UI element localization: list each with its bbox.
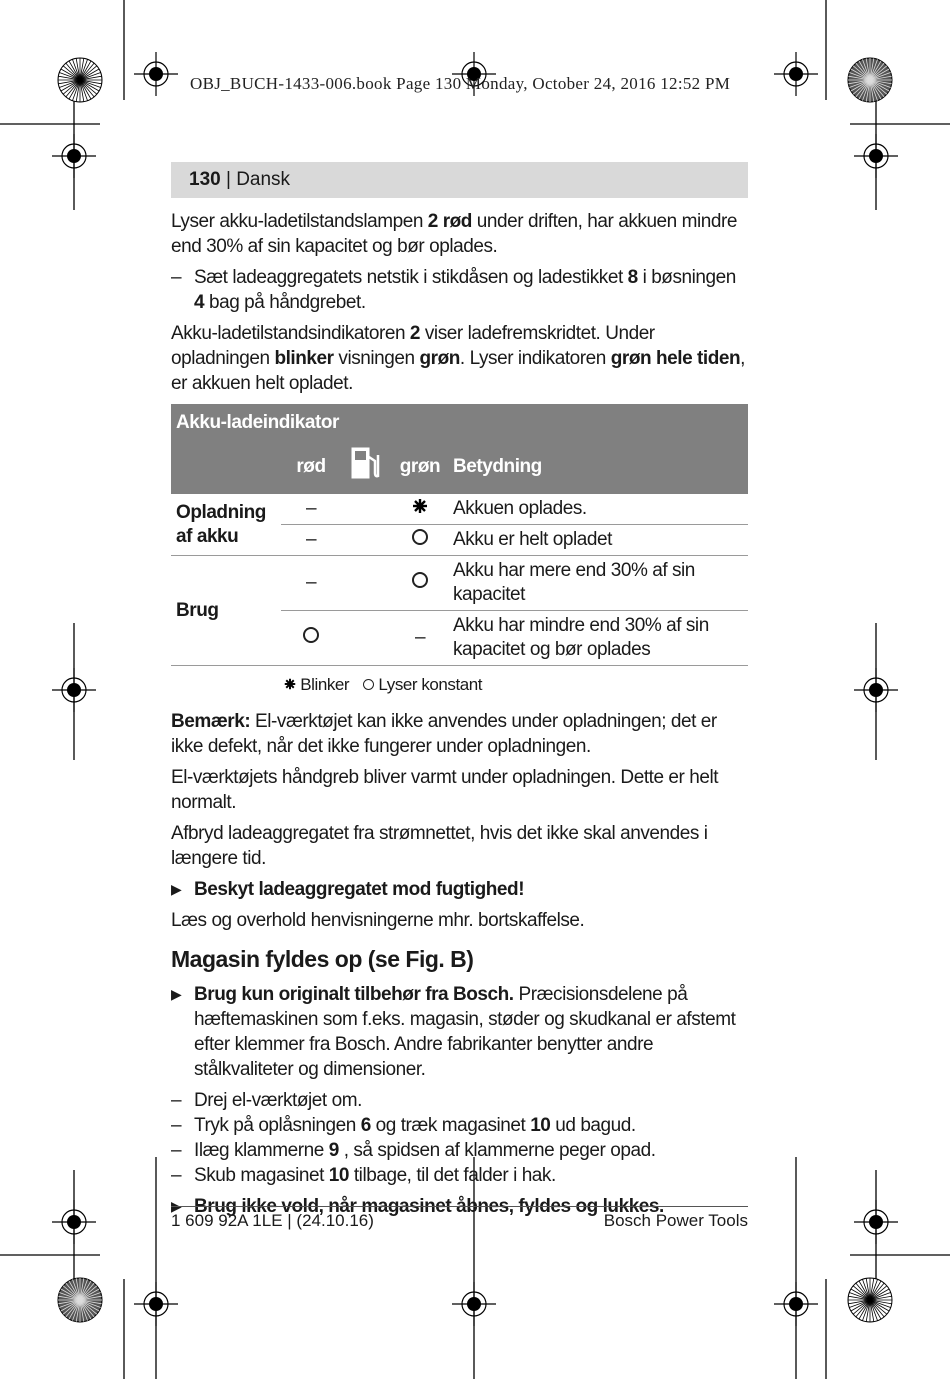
legend-steady: Lyser konstant — [363, 672, 482, 697]
col-red: rød — [296, 455, 326, 477]
triangle-bullet-icon: ▶ — [171, 1198, 182, 1214]
triangle-bullet-icon: ▶ — [171, 881, 182, 897]
table-row: Brug – Akku har mere end 30% af sin kapacitet — [171, 556, 748, 611]
indicator-paragraph: Akku-ladetilstandsindikatoren 2 viser ladefremskridtet. Under opladningen blinker visningen grøn. Lyser indikatoren grøn hele tiden, er akkuen helt opladet. — [171, 323, 746, 394]
table-legend — [284, 672, 748, 697]
table-title: Akku-ladeindikator — [176, 412, 339, 433]
registration-mark-icon — [52, 1200, 96, 1244]
blink-star-icon — [391, 494, 449, 525]
group-use: Brug — [171, 556, 281, 666]
force-warning: ▶ Brug ikke vold, når magasinet åbnes, fyldes og lukkes. — [171, 1196, 664, 1217]
registration-mark-icon — [854, 668, 898, 712]
magazine-step: – Skub magasinet 10 tilbage, til det falder i hak. — [171, 1165, 556, 1186]
registration-mark-icon — [452, 1282, 496, 1326]
disposal-paragraph: Læs og overhold henvisningerne mhr. bortskaffelse. — [171, 910, 585, 931]
registration-mark-icon — [774, 1282, 818, 1326]
col-meaning: Betydning — [453, 455, 542, 477]
charging-step: – Sæt ladeaggregatets netstik i stikdåsen og ladestikket 8 i bøsningen 4 bag på håndgrebet. — [171, 267, 736, 313]
fuel-pump-icon — [341, 441, 391, 494]
book-info-line: OBJ_BUCH-1433-006.book Page 130 Monday, October 24, 2016 12:52 PM — [190, 74, 731, 93]
magazine-step: – Tryk på oplåsningen 6 og træk magasinet 10 ud bagud. — [171, 1115, 636, 1136]
blink-star-icon — [284, 678, 296, 690]
note-paragraph: Bemærk: El-værktøjet kan ikke anvendes under opladningen; det er ikke defekt, når det ikke fungerer under opladningen. — [171, 711, 717, 757]
disconnect-paragraph: Afbryd ladeaggregatet fra strømnettet, hvis det ikke skal anvendes i længere tid. — [171, 823, 708, 869]
steady-circle-icon — [281, 611, 341, 666]
registration-mark-icon — [52, 668, 96, 712]
legend-blink: Blinker — [284, 672, 349, 697]
steady-circle-icon — [391, 525, 449, 556]
table-row: – Akku har mindre end 30% af sin kapacitet og bør oplades — [171, 611, 748, 666]
magazine-step: – Ilæg klammerne 9 , så spidsen af klammerne peger opad. — [171, 1140, 656, 1161]
protect-warning: ▶ Beskyt ladeaggregatet mod fugtighed! — [171, 879, 525, 900]
page-content — [171, 209, 748, 1225]
registration-mark-icon — [134, 52, 178, 96]
registration-mark-icon — [52, 134, 96, 178]
registration-mark-icon — [854, 1200, 898, 1244]
page-number: 130 — [189, 169, 221, 190]
steady-circle-icon — [391, 556, 449, 611]
intro-paragraph: Lyser akku-ladetilstandslampen 2 rød under driften, har akkuen mindre end 30% af sin kapacitet og bør oplades. — [171, 211, 737, 257]
magazine-step: – Drej el-værktøjet om. — [171, 1090, 362, 1111]
magazine-heading: Magasin fyldes op (se Fig. B) — [171, 946, 474, 972]
col-green: grøn — [399, 455, 441, 477]
section-name: Dansk — [236, 169, 291, 190]
registration-mark-icon — [854, 134, 898, 178]
footer-brand: Bosch Power Tools — [603, 1211, 748, 1230]
footer-doc-number: 1 609 92A 1LE | (24.10.16) — [171, 1211, 374, 1230]
footer-rule — [171, 1206, 748, 1207]
page-number-section: 130 | Dansk — [189, 169, 291, 190]
table-row: Opladning af akku – Akkuen oplades. — [171, 494, 748, 525]
triangle-bullet-icon: ▶ — [171, 986, 182, 1002]
steady-circle-icon — [363, 679, 374, 690]
accessory-warning: ▶ Brug kun originalt tilbehør fra Bosch. Præcisionsdelene på hæftemaskinen som f.eks. magasin, støder og skudkanal er afstemt efter klemmer fra Bosch. Andre fabrikanter benytter andre stålkvaliteter og dimensioner. — [171, 984, 736, 1080]
registration-mark-icon — [134, 1282, 178, 1326]
warm-paragraph: El-værktøjets håndgreb bliver varmt under opladningen. Dette er helt normalt. — [171, 767, 719, 813]
page-header — [171, 162, 748, 198]
table-row: – Akku er helt opladet — [171, 525, 748, 556]
battery-indicator-table — [171, 404, 748, 666]
group-charging: Opladning af akku — [171, 494, 281, 556]
